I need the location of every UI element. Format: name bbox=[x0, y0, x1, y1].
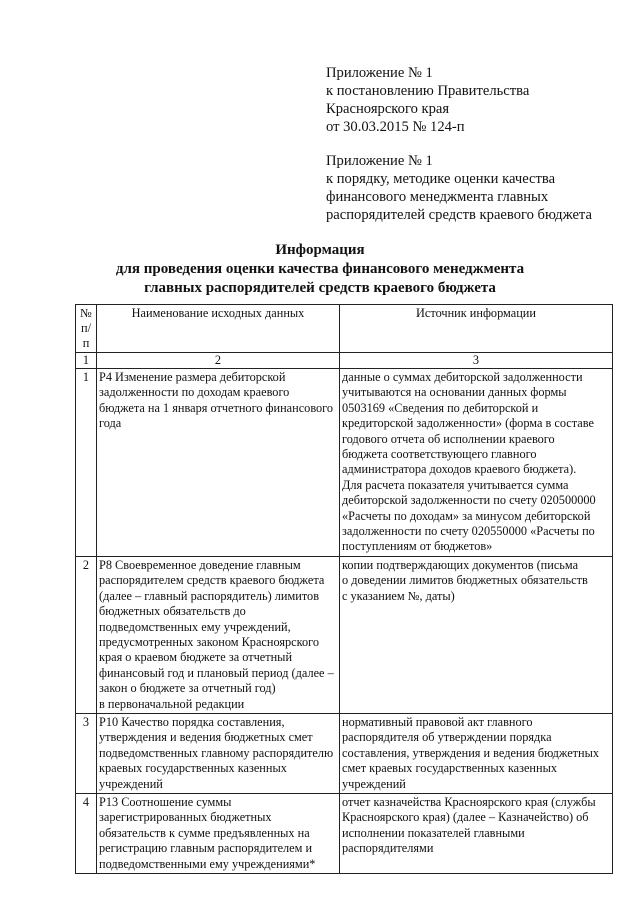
appendix-header-methodology bbox=[326, 152, 626, 224]
appendix-header-resolution bbox=[326, 64, 626, 136]
indicator-name: Р10 Качество порядка составления, утверждения и ведения бюджетных смет подведомственных главному распорядителю краевых государственных казенных учреждений bbox=[97, 713, 340, 793]
column-header-source bbox=[340, 305, 613, 353]
column-header-line: п/п bbox=[81, 321, 91, 350]
information-source: данные о суммах дебиторской задолженности учитываются на основании данных формы 0503169 «Сведения по дебиторской и кредиторской задолженности» (форма в составе годового отчета об исполнении краевого бюджета соответствующего главного администратора доходов краевого бюджета). Для расчета показателя учитывается сумма дебиторской задолженности по счету 020500000 «Расчеты по доходам» за минусом дебиторской задолженности по счету 020550000 «Расчеты по поступлениям от бюджетов» bbox=[340, 369, 613, 557]
title-line: главных распорядителей средств краевого бюджета bbox=[144, 280, 496, 296]
header-line: к постановлению Правительства bbox=[326, 83, 530, 99]
header-line: финансового менеджмента главных bbox=[326, 189, 549, 205]
information-table bbox=[75, 304, 613, 874]
column-header-line: Наименование исходных данных bbox=[131, 306, 305, 320]
row-number: 2 bbox=[76, 556, 97, 713]
table-row bbox=[76, 713, 613, 793]
column-number: 1 bbox=[76, 353, 97, 369]
header-line: к порядку, методике оценки качества bbox=[326, 171, 556, 187]
column-number-row bbox=[76, 353, 613, 369]
information-source: отчет казначейства Красноярского края (службы Красноярского края) (далее – Казначейство) об исполнении показателей главными распорядителями bbox=[340, 793, 613, 873]
row-number: 4 bbox=[76, 793, 97, 873]
header-line: распорядителей средств краевого бюджета bbox=[326, 207, 592, 223]
indicator-name: Р8 Своевременное доведение главным распорядителем средств краевого бюджета (далее – главный распорядитель) лимитов бюджетных обязательств до подведомственных ему учреждений, предусмотренных законом Красноярского края о краевом бюджете за отчетный финансовый год и плановый период (далее – закон о бюджете за отчетный год) в первоначальной редакции bbox=[97, 556, 340, 713]
indicator-name: Р13 Соотношение суммы зарегистрированных бюджетных обязательств к сумме предъявленных на регистрацию главным распорядителем и подведомственными ему учреждениями* bbox=[97, 793, 340, 873]
column-header-number bbox=[76, 305, 97, 353]
row-number: 1 bbox=[76, 369, 97, 557]
header-line: Приложение № 1 bbox=[326, 153, 433, 169]
header-line: Приложение № 1 bbox=[326, 65, 433, 81]
table-row bbox=[76, 369, 613, 557]
column-header-name bbox=[97, 305, 340, 353]
information-source: нормативный правовой акт главного распорядителя об утверждении порядка составления, утверждения и ведения бюджетных смет краевых государственных казенных учреждений bbox=[340, 713, 613, 793]
table-row bbox=[76, 556, 613, 713]
title-line: Информация bbox=[275, 242, 365, 258]
column-header-line: Источник информации bbox=[416, 306, 536, 320]
column-number: 3 bbox=[340, 353, 613, 369]
header-line: Красноярского края bbox=[326, 101, 450, 117]
table-header-row bbox=[76, 305, 613, 353]
column-header-line: № bbox=[80, 306, 92, 320]
document-title bbox=[0, 241, 640, 298]
information-source: копии подтверждающих документов (письма о доведении лимитов бюджетных обязательств с указанием №, даты) bbox=[340, 556, 613, 713]
indicator-name: Р4 Изменение размера дебиторской задолженности по доходам краевого бюджета на 1 января отчетного финансового года bbox=[97, 369, 340, 557]
title-line: для проведения оценки качества финансового менеджмента bbox=[115, 261, 525, 277]
column-number: 2 bbox=[97, 353, 340, 369]
row-number: 3 bbox=[76, 713, 97, 793]
header-line: от 30.03.2015 № 124-п bbox=[326, 119, 465, 135]
table-row bbox=[76, 793, 613, 873]
